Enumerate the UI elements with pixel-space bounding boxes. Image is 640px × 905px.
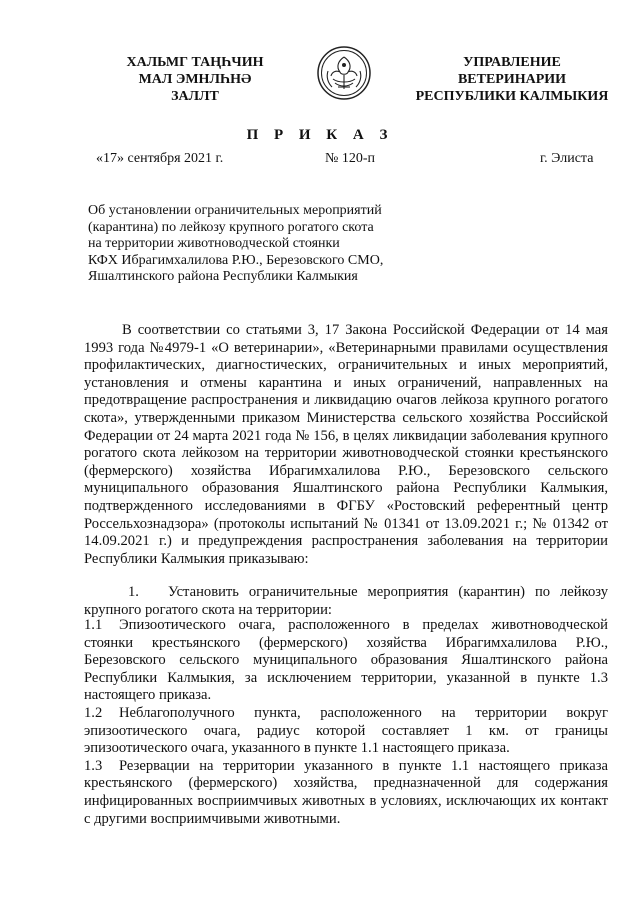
subitem-1-3 [84,758,608,828]
header-right-org-name [412,54,612,105]
subject-line: (карантина) по лейкозу крупного рогатого скота [88,219,374,235]
header-left-org-name [100,54,290,105]
subitem-number: 1.3 [84,757,103,774]
subitem-text: Неблагополучного пункта, расположенного на территории вокруг эпизоотического очага, радиус которой составляет 1 км. от границы эпизоотического очага, указанного в пункте 1.1 настоящего приказа. [84,704,608,757]
document-subject [88,203,418,286]
header-left-line: ЗАЛЛТ [171,89,219,104]
header-left-line: ХАЛЬМГ ТАҢҺЧИН [126,55,264,70]
document-title: П Р И К А З [246,127,394,143]
item-text: Установить ограничительные мероприятия (карантин) по лейкозу крупного рогатого скота на территории: [84,584,608,618]
subject-line: КФХ Ибрагимхалилова Р.Ю., Березовского СМО, [88,252,384,268]
subitem-text: Резервации на территории указанного в пункте 1.1 настоящего приказа крестьянского (фермерского) хозяйства, предназначенной для содержания инфицированных восприимчивых животных в условиях, исключающих их контакт с другими восприимчивыми животными. [84,757,608,827]
order-item-1 [84,584,608,619]
item-number: 1. [128,584,139,600]
document-date: «17» сентября 2021 г. [96,151,224,166]
subject-line: Яшалтинского района Республики Калмыкия [88,269,358,284]
subitem-1-2 [84,705,608,758]
subitem-number: 1.2 [84,704,103,721]
kalmykia-emblem-icon [316,45,372,101]
header-left-line: МАЛ ЭМНЛҺНӘ [138,72,252,87]
document-number: № 120-п [325,151,376,166]
order-subitems [84,617,608,828]
subject-line: Об установлении ограничительных мероприятий [88,203,382,218]
header-right-line: ВЕТЕРИНАРИИ [457,72,567,87]
document-place: г. Элиста [540,151,594,166]
subject-line: на территории животноводческой стоянки [88,236,340,251]
subitem-text: Эпизоотического очага, расположенного в пределах животноводческой стоянки крестьянского (фермерского) хозяйства Ибрагимхалилова Р.Ю., Березовского сельского муниципального образования Яшалтинского района Республики Калмыкия, за исключением территории, указанной в пункте 1.3 настоящего приказа. [84,617,608,704]
header-right-line: РЕСПУБЛИКИ КАЛМЫКИЯ [415,89,609,104]
subitem-number: 1.1 [84,617,103,633]
subitem-1-1 [84,617,608,705]
header-right-line: УПРАВЛЕНИЕ [463,55,561,70]
preamble-paragraph: В соответствии со статьями 3, 17 Закона Российской Федерации от 14 мая 1993 года №4979-1 «О ветеринарии», «Ветеринарными правилами осуществления профилактических, диагностических, ограничительных и иных мероприятий, установления и отмены карантина и иных ограничений, направленных на предотвращение распространения и ликвидацию очагов лейкоза крупного рогатого скота», утвержденными приказом Министерства сельского хозяйства Российской Федерации от 24 марта 2021 года № 156, в целях ликвидации заболевания крупного рогатого скота лейкозом на территории животноводческой стоянки крестьянского (фермерского) хозяйства Ибрагимхалилова Р.Ю., Березовского сельского муниципального образования Яшалтинского района Республики Калмыкия, подтвержденного исследованиями в ФГБУ «Ростовский референтный центр Россельхознадзора» (протоколы испытаний № 01341 от 13.09.2021 г.; № 01342 от 14.09.2021 г.) и предупреждения распространения заболевания на территории Республики Калмыкия приказываю: [84,322,608,567]
